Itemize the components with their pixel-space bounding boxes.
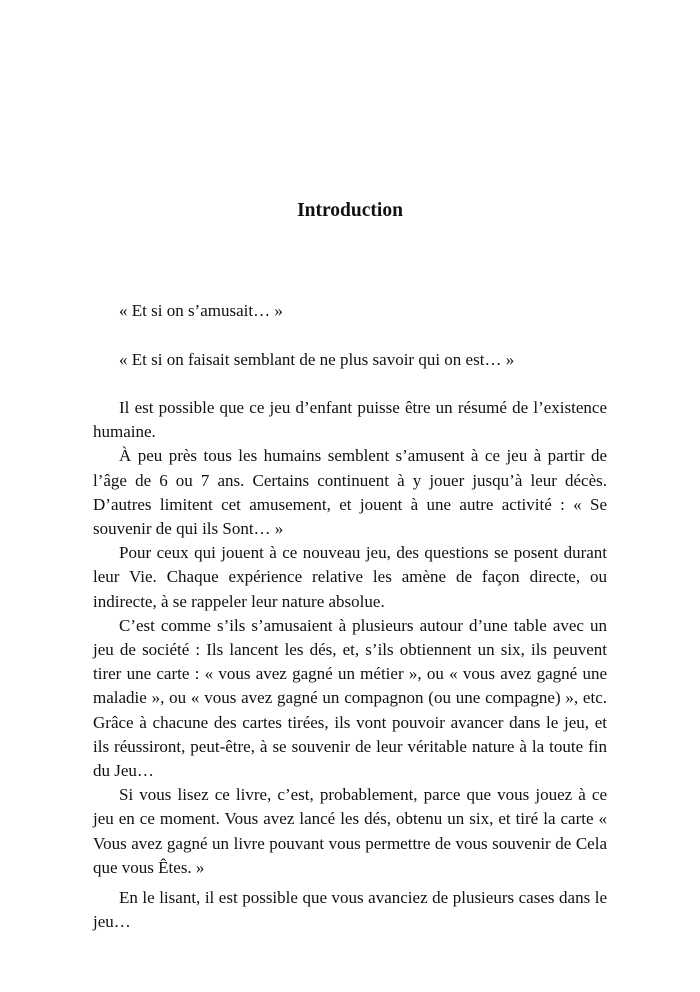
body-paragraph: À peu près tous les humains semblent s’amusent à ce jeu à partir de l’âge de 6 ou 7 ans. Certains continuent à y jouer jusqu’à leur décès. D’autres limitent cet amusement, et jouent à une autre activité : « Se souvenir de qui ils Sont… »	[93, 446, 607, 539]
body-paragraph: Si vous lisez ce livre, c’est, probablement, parce que vous jouez à ce jeu en ce moment. Vous avez lancé les dés, obtenu un six, et tiré la carte « Vous avez gagné un livre pouvant vous permettre de vous souvenir de Cela que vous Êtes. »	[93, 785, 607, 877]
quote-line: « Et si on faisait semblant de ne plus savoir qui on est… »	[119, 350, 515, 370]
quote-line: « Et si on s’amusait… »	[119, 301, 283, 320]
body-paragraph: En le lisant, il est possible que vous avanciez de plusieurs cases dans le jeu…	[93, 888, 607, 932]
body-paragraph: Pour ceux qui jouent à ce nouveau jeu, des questions se posent durant leur Vie. Chaque expérience relative les amène de façon directe, ou indirecte, à se rappeler leur nature absolue.	[93, 543, 607, 611]
body-paragraph: Il est possible que ce jeu d’enfant puisse être un résumé de l’existence humaine.	[93, 398, 607, 442]
body-paragraph: C’est comme s’ils s’amusaient à plusieurs autour d’une table avec un jeu de société : Ils lancent les dés, et, s’ils obtiennent un six, ils peuvent tirer une carte : « vous avez gagné un métier », ou « vous avez gagné une maladie », ou « vous avez gagné un compagnon (ou une compagne) », etc. Grâce à chacune des cartes tirées, ils vont pouvoir avancer dans le jeu, et ils réussiront, peut-être, à se souvenir de leur véritable nature à la toute fin du Jeu…	[93, 615, 607, 781]
chapter-body	[93, 396, 607, 934]
opening-quotes	[93, 299, 607, 372]
chapter-title: Introduction	[297, 200, 403, 221]
